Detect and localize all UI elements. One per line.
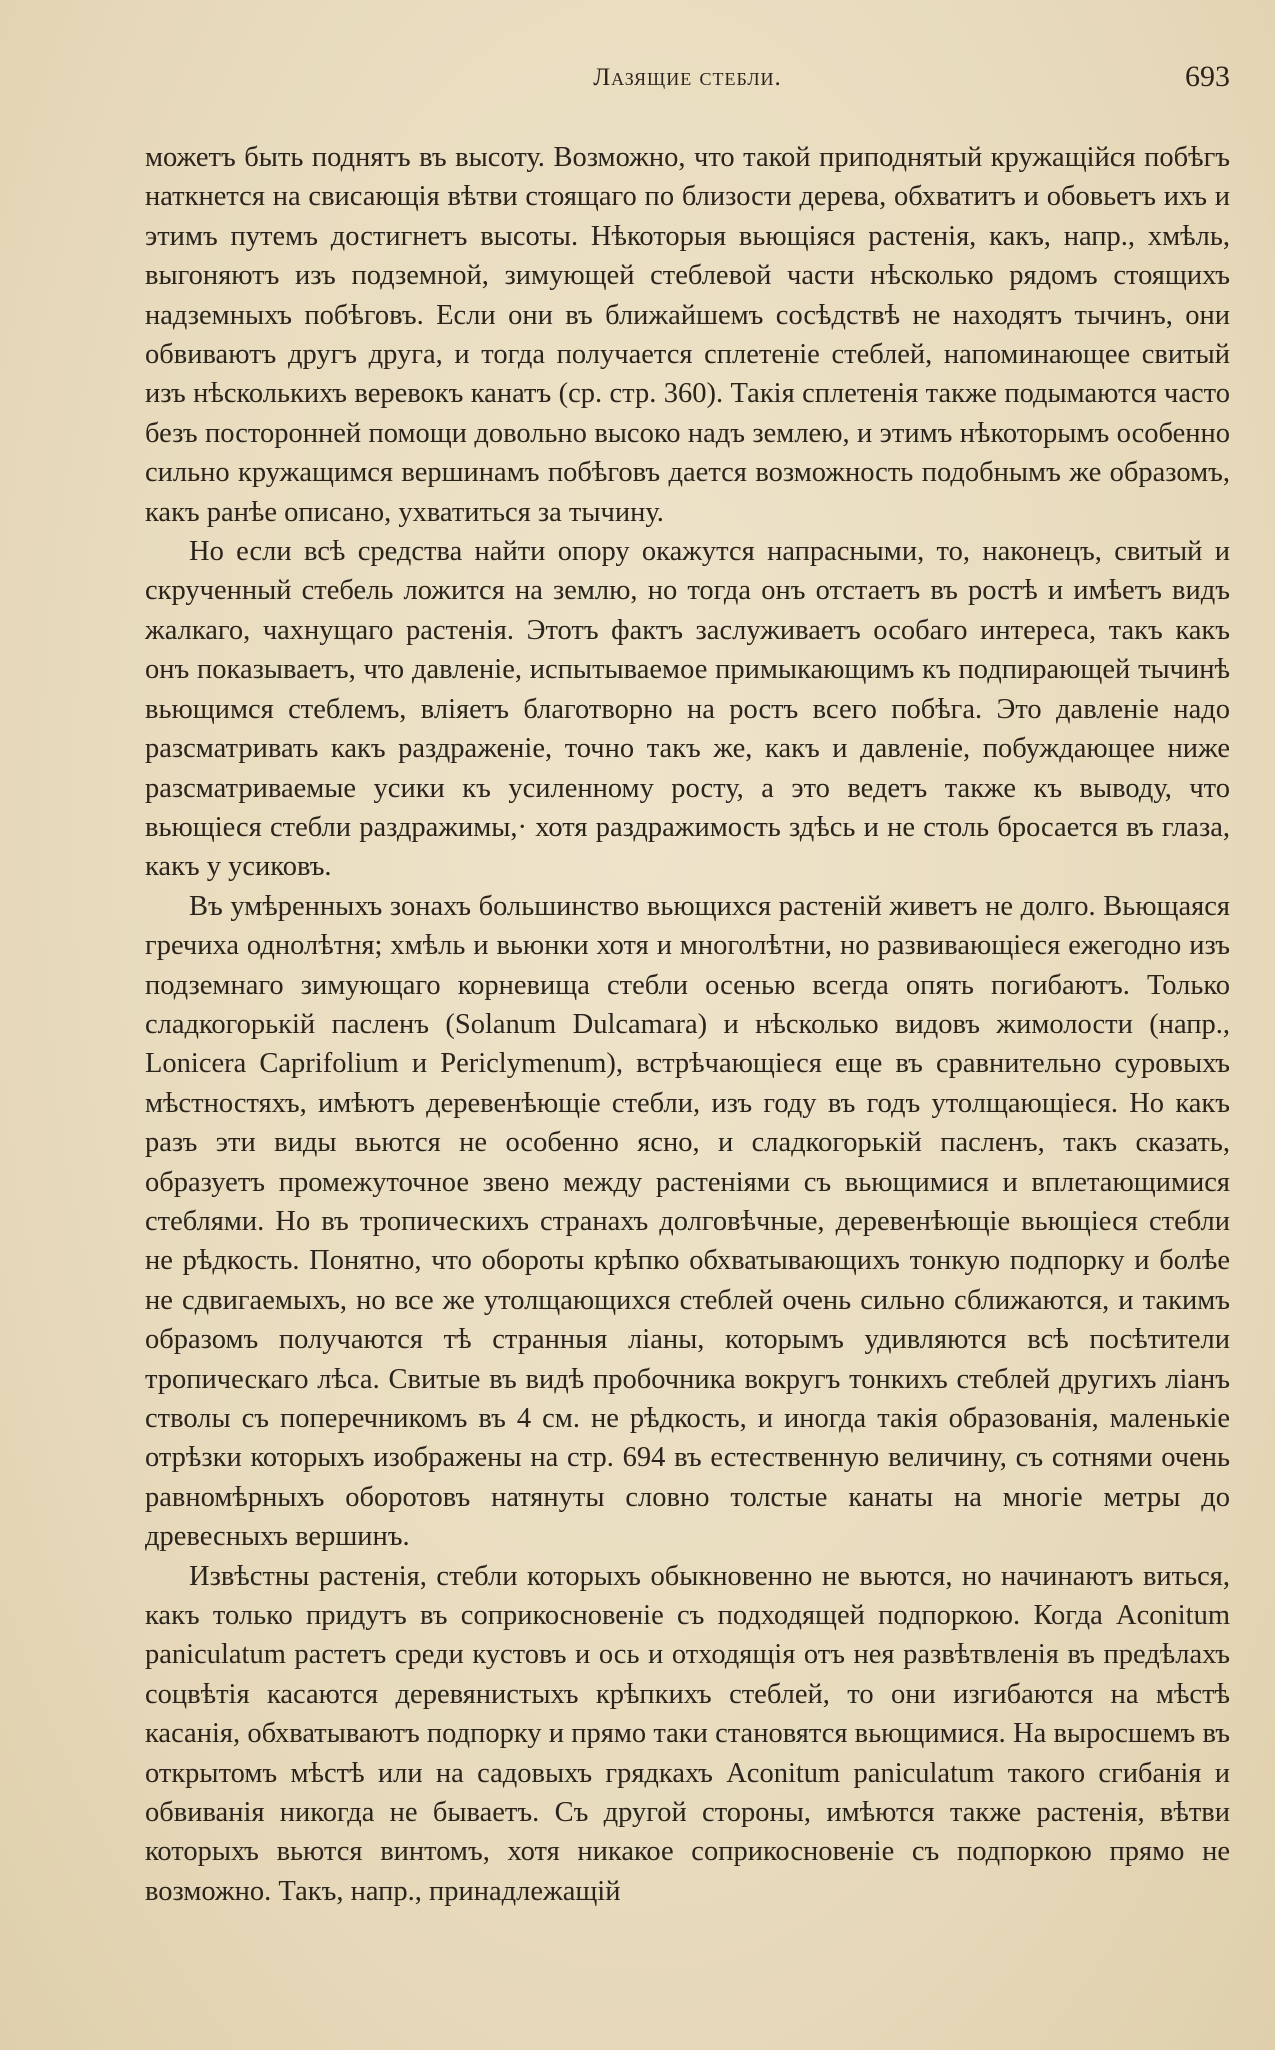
paragraph-2: Но если всѣ средства найти опору окажутся напрасными, то, наконецъ, свитый и скрученный стебель ложится на землю, но тогда онъ отстаетъ въ ростѣ и имѣетъ видъ жалкаго, чахнущаго растенія. Этотъ фактъ заслуживаетъ особаго интереса, такъ какъ онъ показываетъ, что давленіе, испытываемое примыкающимъ къ подпирающей тычинѣ вьющимся стеблемъ, вліяетъ благотворно на ростъ всего побѣга. Это давленіе надо разсматривать какъ раздраженіе, точно такъ же, какъ и давленіе, побуждающее ниже разсматриваемые усики къ усиленному росту, а это ведетъ также къ выводу, что вьющіеся стебли раздражимы,· хотя раздражимость здѣсь и не столь бросается въ глаза, какъ у усиковъ.	[145, 536, 1230, 883]
paragraph-4: Извѣстны растенія, стебли которыхъ обыкновенно не вьются, но начинаютъ виться, какъ только придутъ въ соприкосновеніе съ подходящей подпоркою. Когда Aconitum paniculatum растетъ среди кустовъ и ось и отходящія отъ нея развѣтвленія въ предѣлахъ соцвѣтія касаются деревянистыхъ крѣпкихъ стеблей, то они изгибаются на мѣстѣ касанія, обхватываютъ подпорку и прямо таки становятся вьющимися. На выросшемъ въ открытомъ мѣстѣ или на садовыхъ грядкахъ Aconitum paniculatum такого сгибанія и обвиванія никогда не бываетъ. Съ другой стороны, имѣются также растенія, вѣтви которыхъ вьются винтомъ, хотя никакое соприкосновеніе съ подпоркою прямо не возможно. Такъ, напр., принадлежащій	[145, 1560, 1230, 1907]
paragraph-1: можетъ быть поднятъ въ высоту. Возможно, что такой приподнятый кружащійся побѣгъ наткнется на свисающія вѣтви стоящаго по близости дерева, обхватитъ и обовьетъ ихъ и этимъ путемъ достигнетъ высоты. Нѣкоторыя вьющіяся растенія, какъ, напр., хмѣль, выгоняютъ изъ подземной, зимующей стеблевой части нѣсколько рядомъ стоящихъ надземныхъ побѣговъ. Если они въ ближайшемъ сосѣдствѣ не находятъ тычинъ, они обвиваютъ другъ друга, и тогда получается сплетеніе стеблей, напоминающее свитый изъ нѣсколькихъ веревокъ канатъ (ср. стр. 360). Такія сплетенія также подымаются часто безъ посторонней помощи довольно высоко надъ землею, и этимъ нѣкоторымъ особенно сильно кружащимся вершинамъ побѣговъ дается возможность подобнымъ же образомъ, какъ ранѣе описано, ухватиться за тычину.	[145, 142, 1230, 528]
page-number: 693	[1185, 60, 1230, 93]
running-title: Лазящие стебли.	[593, 64, 782, 91]
paragraph-3: Въ умѣренныхъ зонахъ большинство вьющихся растеній живетъ не долго. Вьющаяся гречиха однолѣтня; хмѣль и вьюнки хотя и многолѣтни, но развивающіеся ежегодно изъ подземнаго зимующаго корневища стебли осенью всегда опять погибаютъ. Только сладкогорькій пасленъ (Solanum Dulcamara) и нѣсколько видовъ жимолости (напр., Lonicera Caprifolium и Periclymenum), встрѣчающіеся еще въ сравнительно суровыхъ мѣстностяхъ, имѣютъ деревенѣющіе стебли, изъ году въ годъ утолщающіеся. Но какъ разъ эти виды вьются не особенно ясно, и сладкогорькій пасленъ, такъ сказать, образуетъ промежуточное звено между растеніями съ вьющимися и вплетающимися стеблями. Но въ тропическихъ странахъ долговѣчные, деревенѣющіе вьющіеся стебли не рѣдкость. Понятно, что обороты крѣпко обхватывающихъ тонкую подпорку и болѣе не сдвигаемыхъ, но все же утолщающихся стеблей очень сильно сближаются, и такимъ образомъ получаются тѣ странныя ліаны, которымъ удивляются всѣ посѣтители тропическаго лѣса. Свитые въ видѣ пробочника вокругъ тонкихъ стеблей другихъ ліанъ стволы съ поперечникомъ въ 4 см. не рѣдкость, и иногда такія образованія, маленькіе отрѣзки которыхъ изображены на стр. 694 въ естественную величину, съ сотнями очень равномѣрныхъ оборотовъ натянуты словно толстые канаты на многіе метры до древесныхъ вершинъ.	[145, 890, 1230, 1553]
page-header	[145, 58, 1230, 98]
body-text	[145, 138, 1230, 1911]
